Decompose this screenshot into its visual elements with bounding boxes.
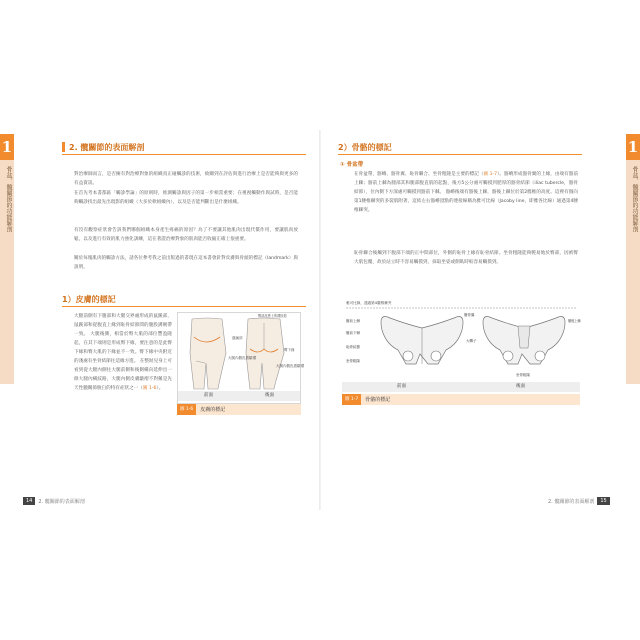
- figure-caption-text: 皮膚的標記: [200, 407, 226, 413]
- figure-caption: [177, 404, 301, 415]
- paragraph: 關於每塊肌肉的觸診方法，請各位參考我之前出版過的書: [74, 256, 189, 261]
- fig-label: 大腿內側皮膚皺褶: [276, 364, 304, 368]
- skin-landmark-illustration: [178, 313, 304, 391]
- fig-label: 坐骨粗隆: [516, 373, 530, 377]
- page-folio-left: [20, 497, 85, 505]
- sub-paragraph-text: 大腿前側有下腹部和大腿交界處形成的鼠蹊部，鼠蹊部和從腹直上緣到恥骨結節間的腹股溝韌帶一致。 大腿後側，相當於臀大肌的部位豐盈隆起，在其下端則是形成臀下緣，要注意的是此臀下緣和臀大肌的下緣並不一致。臀下緣中央附近的淺處有坐骨結節往這緣方進。 在整趾兒身上可看到從大腿內側往大腿前側和後側橫向延伸出一條大腿內橫紋路，大腿內側皮膚皺褶不對稱是先天性髖關節脫臼的特有症狀之一（: [74, 314, 172, 391]
- paragraph: 恥骨聯合後觸到下腹部下端的正中間部位，外側的恥骨上緣有恥骨結節。坐骨粗隆能夠輕易地於臀部，因被臀大肌包覆，故於站立時不容易觸摸到，採取坐姿或側臥時較容易觸摸到。: [354, 251, 578, 265]
- fig-label: 髂骨翼: [464, 313, 475, 317]
- page-number: 15: [597, 497, 609, 505]
- chapter-number: 1: [626, 134, 640, 160]
- paragraph-text: 在骨盆帶，髂嵴、髂骨翼、恥骨聯合、坐骨粗隆是主要的標記（: [354, 172, 484, 177]
- figure-caption-text: 骨骼的標記: [365, 397, 391, 403]
- fig-label: 鼠蹊部: [232, 336, 243, 340]
- fig-view-label: 後面: [516, 384, 525, 389]
- paragraph: 在首先考本書都區「觸診學論」的原則時，推測觸診與因子的第一步相當重要；在視視觸動作與試時，是否能夠觸診找出最先出現影的組織（大多於軟組織內），以及是否能判斷出是什麼組織。: [74, 191, 298, 205]
- sub-paragraph: [74, 312, 172, 393]
- chapter-tab-right: [626, 134, 640, 384]
- running-head: 2. 髖關節的表面解剖: [548, 498, 595, 505]
- figure-bone-landmarks: [342, 298, 580, 394]
- figure-skin-landmarks: [177, 312, 304, 404]
- sub-sub-heading: ① 骨盆帶: [340, 162, 364, 168]
- figure-ref: 圖 1-6: [142, 386, 157, 391]
- fig-label: 髂前上棘: [346, 319, 360, 323]
- figure-ref: 圖 1-7: [483, 172, 498, 177]
- page-number: 14: [23, 497, 35, 505]
- section-heading-text: 2. 髖關節的表面解剖: [69, 142, 145, 152]
- fig-view-label: 前面: [204, 393, 213, 398]
- running-head: 2. 髖關節的表面解剖: [38, 498, 85, 505]
- fig-label: 恥骨結節: [346, 345, 360, 349]
- book-gutter: [319, 130, 321, 510]
- paragraph-text: ）。髂嵴形成髂骨翼的上緣，由端有髂前上棘；髂前上棘為腿部其和腿部腹直肌的起點，後方5公分處可觸摸到肥厚的髂骨結節（iliac tubercle，髂骨結節），位內側下方深處可觸摸到髂前下棘。 髂嵴後端有髂後上棘，髂後上棘位於第2薦椎的高度。這裡有個向第1腰椎棘突的多裂肌附著，這結左右髂嵴頂點的連接線稱為雅可比線（Jacoby line，即雅各比線）通過第4腰椎棘突。: [354, 172, 578, 213]
- paragraph: 對治療師而言，是否擁有對治療對象的組織真正碰觸診的技術，攸關到在評估與進行治療上是否能夠與更多的有益資訊。: [74, 172, 298, 186]
- fig-view-label: 後面: [265, 393, 274, 398]
- fig-label: 坐骨粗隆: [346, 359, 360, 363]
- fig-label: 大腿內側皮膚皺褶: [228, 356, 256, 360]
- fig-view-label: 前面: [397, 384, 406, 389]
- chapter-number: 1: [0, 134, 14, 160]
- figure-ref-tail: ）。: [156, 386, 164, 391]
- subsection-heading-text: 1）皮膚的標記: [62, 294, 116, 304]
- heading-bar: [62, 142, 65, 152]
- subsection-heading-text: 2）骨骼的標記: [338, 142, 392, 152]
- section-heading: [62, 140, 306, 155]
- fig-label: 髂後上棘: [568, 319, 581, 323]
- fig-label: 髂前下棘: [346, 331, 360, 335]
- subsection-heading: [338, 140, 582, 155]
- fig-label: 大轉子: [466, 339, 477, 343]
- subsection-heading: [62, 292, 306, 307]
- paragraph: 現在這本書會針對皮膚與骨頭的標記（landmark）與說明。: [74, 256, 298, 270]
- chapter-tab-left: [0, 134, 14, 384]
- fig-label: 臀部皮膚上的褶紋鉛: [258, 314, 287, 318]
- chapter-title: 骨盆、髖關節的功能解剖: [5, 166, 12, 232]
- paragraph: [354, 170, 578, 215]
- pelvis-illustration: [342, 298, 580, 382]
- fig-label: 臀下緣: [284, 348, 295, 352]
- figure-caption: [342, 394, 580, 405]
- figure-tag: 圖 1-7: [342, 394, 361, 405]
- paragraph: 有沒有觀察症狀會告訴我們哪個組織本身產生疼痛的原因？為了不要讓其他肌肉出現代償作用，要讓肌肉放鬆，以及進行有效的肌力強化訓練，這在著證治療對象的肌肉能否收縮正確上很重要。: [74, 228, 298, 242]
- chapter-title: 骨盆、髖關節的功能解剖: [631, 166, 638, 232]
- page-folio-right: [548, 497, 613, 505]
- figure-tag: 圖 1-6: [177, 404, 196, 415]
- fig-label: 雅可比線，通過第4腰椎棘突: [346, 301, 392, 305]
